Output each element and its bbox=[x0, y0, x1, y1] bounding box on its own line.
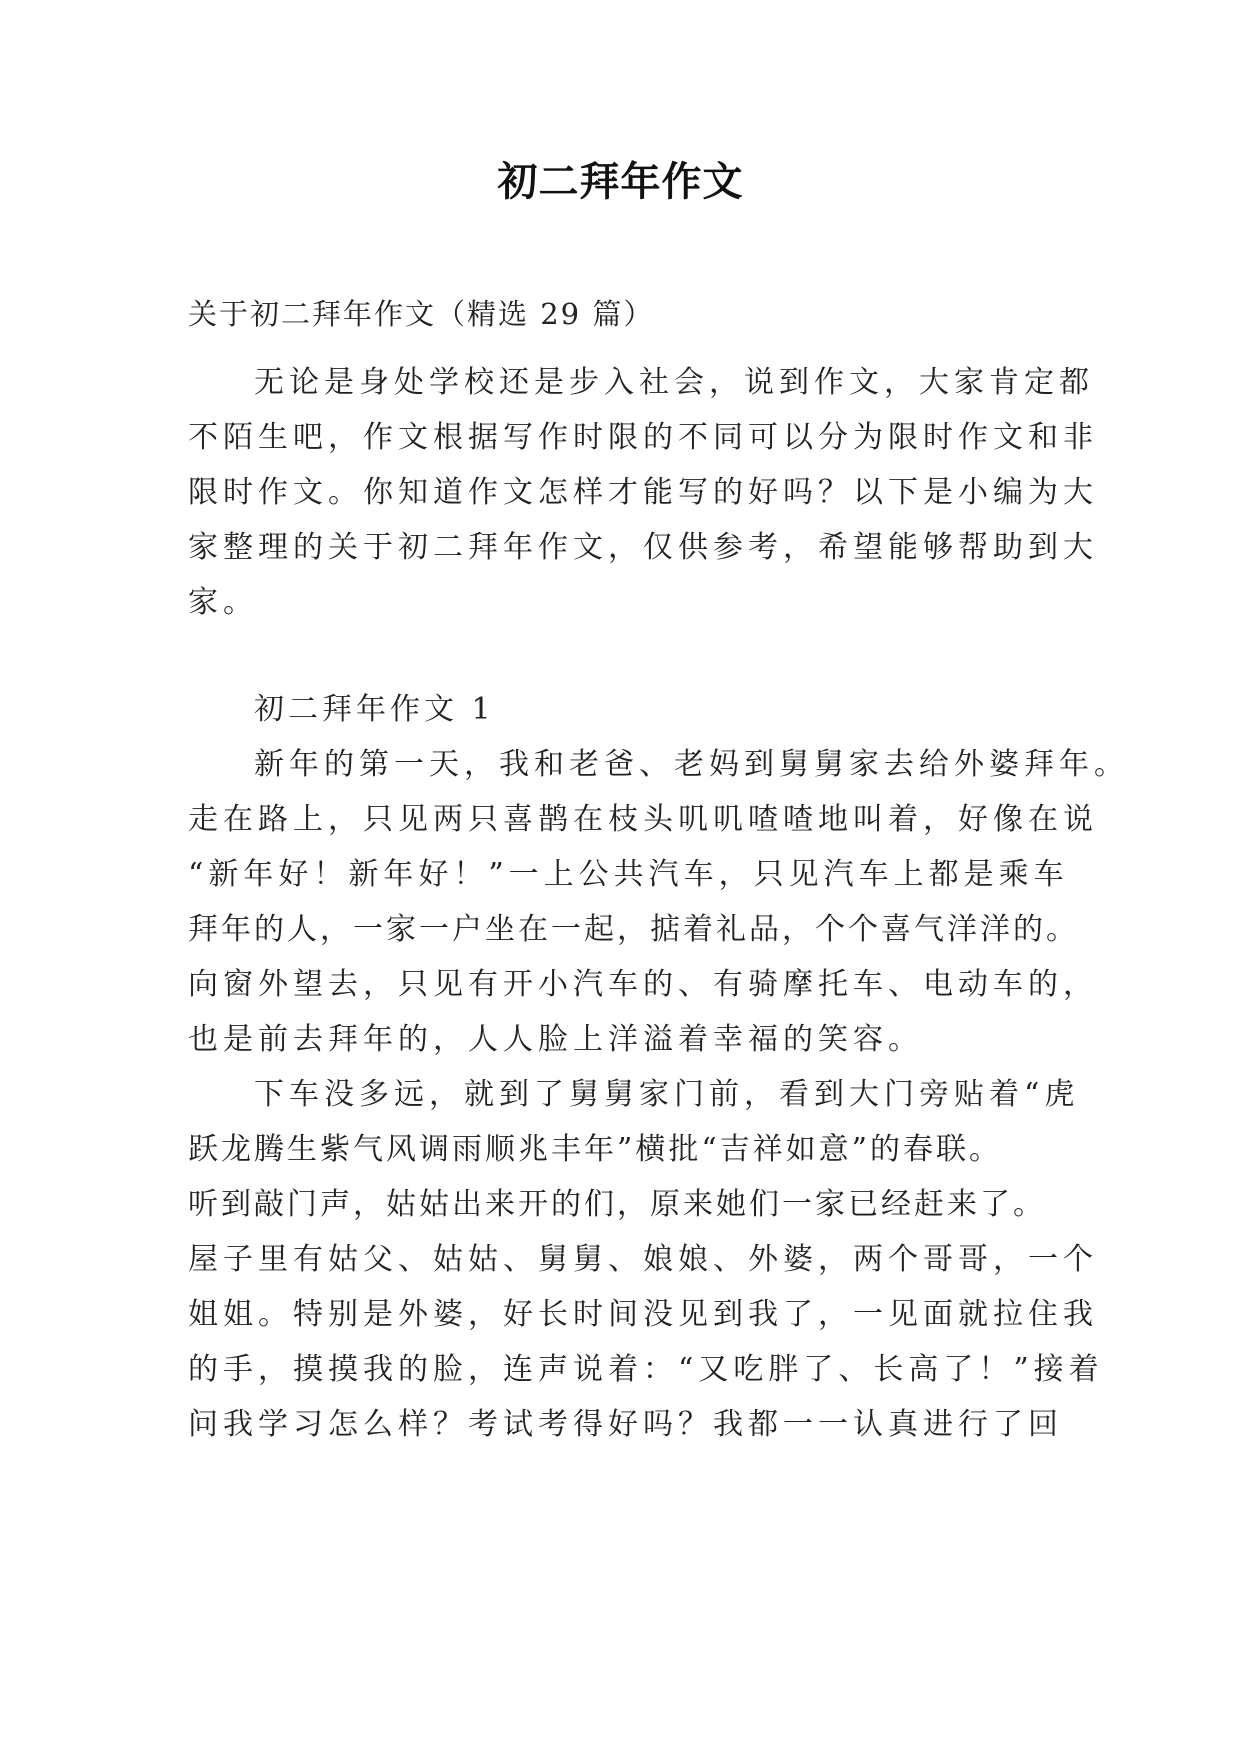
paragraph-line: 跃龙腾生紫气风调雨顺兆丰年”横批“吉祥如意”的春联。 bbox=[188, 1132, 1003, 1167]
intro-line: 限时作文。你知道作文怎样才能写的好吗？以下是小编为大 bbox=[188, 475, 1098, 510]
paragraph-line: 下车没多远，就到了舅舅家门前，看到大门旁贴着“虎 bbox=[254, 1077, 1080, 1112]
paragraph-line: 走在路上，只见两只喜鹊在枝头叽叽喳喳地叫着，好像在说 bbox=[188, 802, 1098, 837]
paragraph-line: 问我学习怎么样？考试考得好吗？我都一一认真进行了回 bbox=[188, 1407, 1063, 1442]
paragraph-line: 拜年的人，一家一户坐在一起，掂着礼品，个个喜气洋洋的。 bbox=[188, 912, 1079, 947]
intro-line: 无论是身处学校还是步入社会，说到作文，大家肯定都 bbox=[254, 365, 1094, 400]
paragraph-line: 屋子里有姑父、姑姑、舅舅、娘娘、外婆，两个哥哥，一个 bbox=[188, 1242, 1098, 1277]
paragraph-line: 的手，摸摸我的脸，连声说着：“又吃胖了、长高了！”接着 bbox=[188, 1352, 1104, 1387]
section-heading: 初二拜年作文 1 bbox=[254, 692, 495, 727]
paragraph-line: 姐姐。特别是外婆，好长时间没见到我了，一见面就拉住我 bbox=[188, 1297, 1098, 1332]
paragraph-line: 也是前去拜年的，人人脸上洋溢着幸福的笑容。 bbox=[188, 1022, 923, 1057]
paragraph-line: “新年好！新年好！”一上公共汽车，只见汽车上都是乘车 bbox=[188, 857, 1069, 892]
intro-line: 不陌生吧，作文根据写作时限的不同可以分为限时作文和非 bbox=[188, 420, 1098, 455]
paragraph-line: 听到敲门声，姑姑出来开的们，原来她们一家已经赶来了。 bbox=[188, 1187, 1046, 1222]
intro-line: 家整理的关于初二拜年作文，仅供参考，希望能够帮助到大 bbox=[188, 530, 1098, 565]
intro-line: 家。 bbox=[188, 585, 258, 620]
paragraph-line: 向窗外望去，只见有开小汽车的、有骑摩托车、电动车的， bbox=[188, 967, 1098, 1002]
document-subtitle: 关于初二拜年作文（精选 29 篇） bbox=[188, 297, 655, 331]
paragraph-line: 新年的第一天，我和老爸、老妈到舅舅家去给外婆拜年。 bbox=[254, 747, 1129, 782]
document-title: 初二拜年作文 bbox=[497, 158, 744, 205]
